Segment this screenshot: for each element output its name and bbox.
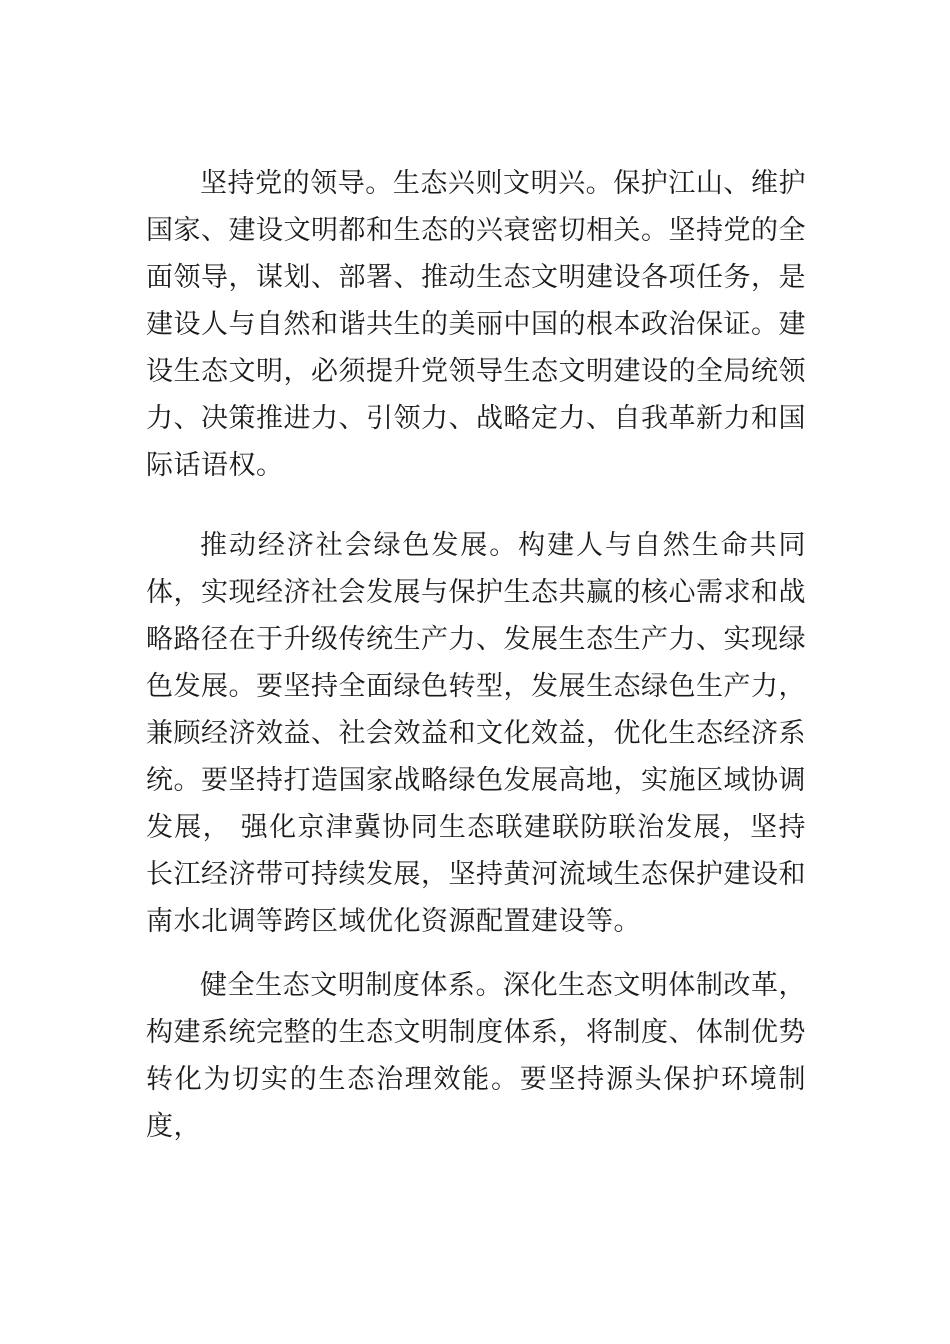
paragraph-party-leadership: 坚持党的领导。生态兴则文明兴。保护江山、维护国家、建设文明都和生态的兴衰密切相关。坚持党的全面领导，谋划、部署、推动生态文明建设各项任务，是建设人与自然和谐共生的美丽中国的根本政治保证。建设生态文明，必须提升党领导生态文明建设的全局统领力、决策推进力、引领力、战略定力、自我革新力和国际话语权。: [146, 168, 806, 481]
paragraph-green-development: 推动经济社会绿色发展。构建人与自然生命共同体，实现经济社会发展与保护生态共赢的核心需求和战略路径在于升级传统生产力、发展生态生产力、实现绿色发展。要坚持全面绿色转型，发展生态绿色生产力，兼顾经济效益、社会效益和文化效益，优化生态经济系统。要坚持打造国家战略绿色发展高地，实施区域协调发展， 强化京津冀协同生态联建联防联治发展，坚持长江经济带可持续发展，坚持黄河流域生态保护建设和南水北调等跨区域优化资源配置建设等。: [146, 530, 806, 937]
paragraph-ecological-system: 健全生态文明制度体系。深化生态文明体制改革，构建系统完整的生态文明制度体系，将制度、体制优势转化为切实的生态治理效能。要坚持源头保护环境制度，: [146, 970, 806, 1142]
